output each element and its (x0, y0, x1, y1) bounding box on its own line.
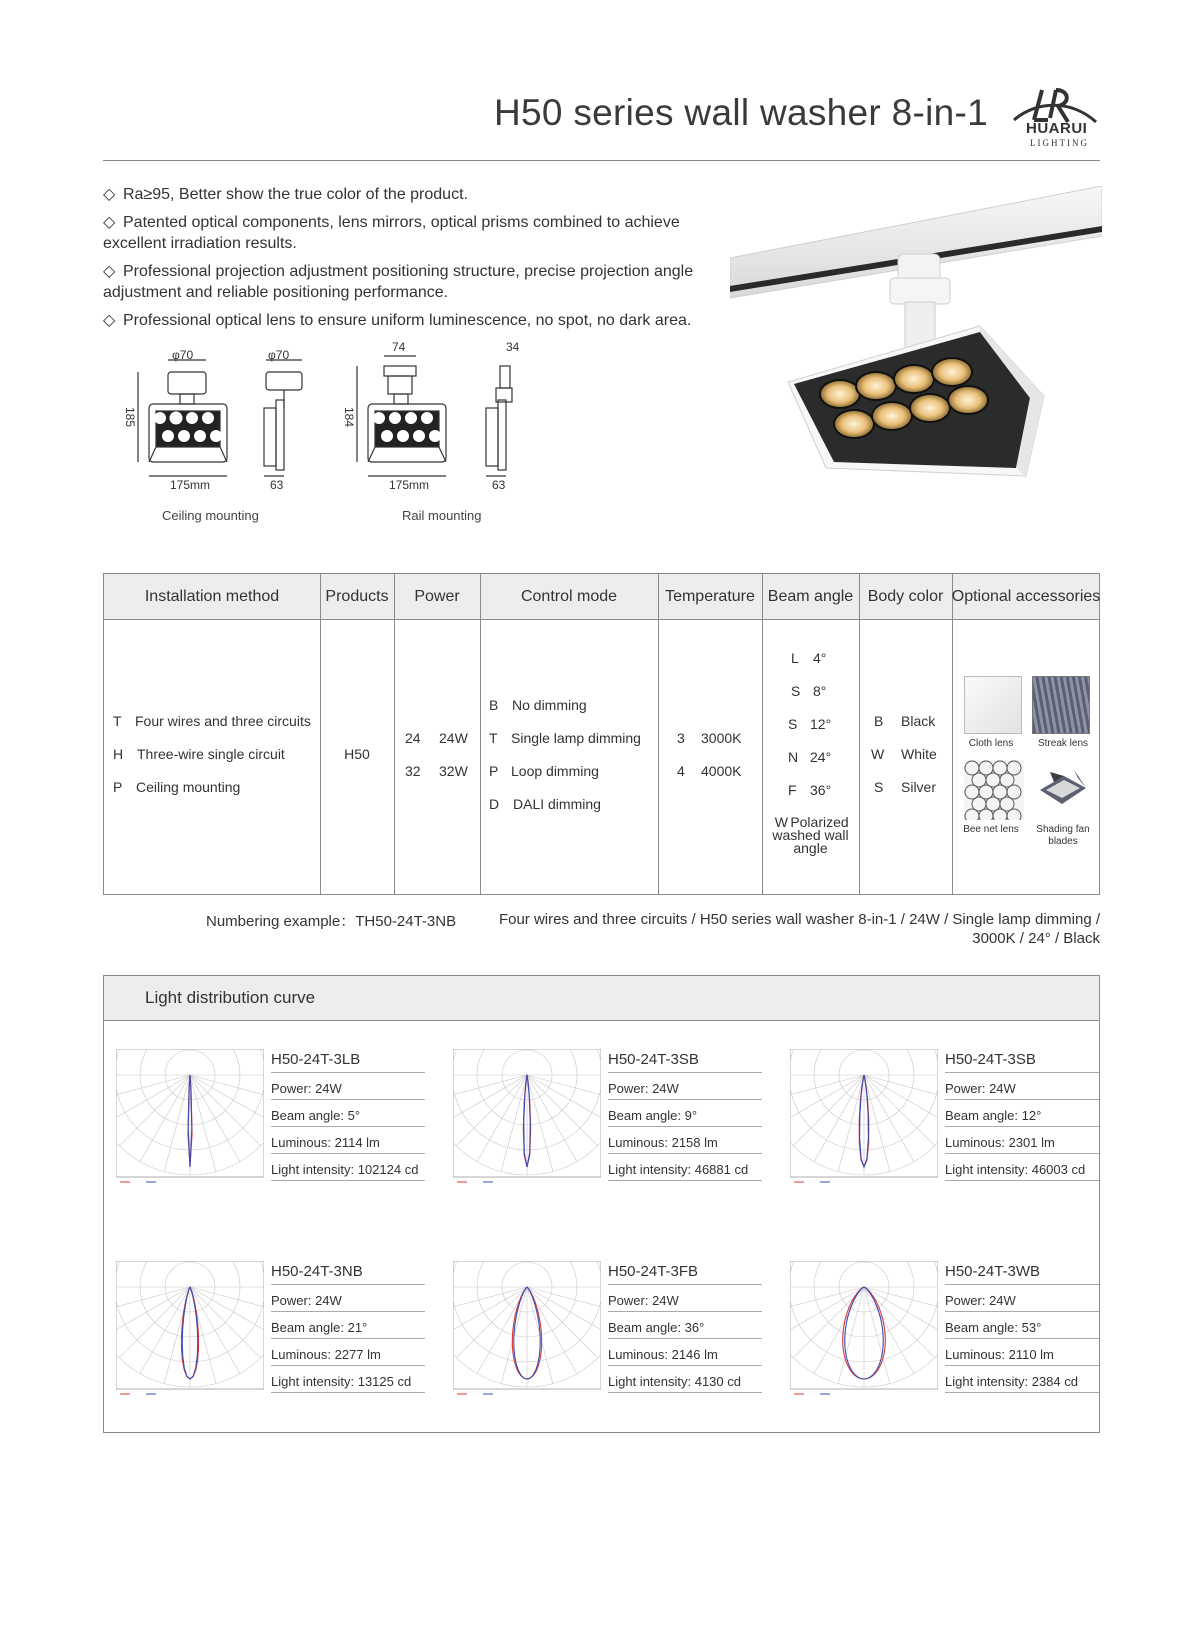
feature-item (103, 184, 723, 205)
light-distribution-title: Light distribution curve (145, 988, 316, 1007)
rail-depth-dim: 63 (492, 478, 506, 492)
beam-item-polarized: W Polarized washed wall angle (772, 814, 849, 856)
beam-angle-cell (762, 620, 859, 895)
shading-fan-blades-swatch (1034, 768, 1090, 812)
feature-text: Professional optical lens to ensure uniform luminescence, no spot, no dark area. (123, 312, 692, 329)
huarui-logo (1012, 82, 1102, 152)
feature-item (103, 212, 723, 254)
streak-lens-swatch (1032, 676, 1090, 734)
product-photo (730, 186, 1102, 496)
curve-intensity: Light intensity: 13125 cd (271, 1366, 425, 1393)
beam-item: F 36° (788, 782, 832, 798)
installation-item: T Four wires and three circuits (113, 713, 311, 729)
curve-beam-angle: Beam angle: 9° (608, 1100, 762, 1127)
control-item: T Single lamp dimming (489, 730, 641, 746)
diamond-bullet-icon: ◇ (103, 214, 116, 231)
color-item: W White (871, 746, 937, 762)
dimension-drawing (120, 352, 520, 532)
curve-beam-angle: Beam angle: 12° (945, 1100, 1099, 1127)
curve-info (271, 1261, 425, 1393)
curve-luminous: Luminous: 2158 lm (608, 1127, 762, 1154)
beam-item: S 8° (791, 683, 827, 699)
feature-item (103, 310, 723, 331)
curve-luminous: Luminous: 2277 lm (271, 1339, 425, 1366)
cloth-lens-swatch (964, 676, 1022, 734)
color-item: S Silver (874, 779, 937, 795)
feature-text: Patented optical components, lens mirrors, optical prisms combined to achieve excellent irradiation results. (103, 214, 680, 252)
numbering-example-desc: Four wires and three circuits / H50 series wall washer 8-in-1 / 24W / Single lamp dimming / 3000K / 24° / Black (498, 911, 1100, 947)
ceiling-top-dim: φ70 (172, 348, 194, 362)
body-color-cell (859, 620, 952, 895)
products-cell (320, 620, 394, 895)
power-item: 32 32W (405, 763, 468, 779)
curve-card (790, 1049, 1120, 1199)
curve-intensity: Light intensity: 46003 cd (945, 1154, 1099, 1181)
polar-curve-chart (453, 1049, 601, 1189)
control-item: B No dimming (489, 697, 587, 713)
curve-beam-angle: Beam angle: 53° (945, 1312, 1099, 1339)
accessory-label: Bee net lens (963, 824, 1019, 835)
curve-beam-angle: Beam angle: 21° (271, 1312, 425, 1339)
curve-info (608, 1261, 762, 1393)
curve-luminous: Luminous: 2146 lm (608, 1339, 762, 1366)
curve-luminous: Luminous: 2110 lm (945, 1339, 1099, 1366)
curve-luminous: Luminous: 2114 lm (271, 1127, 425, 1154)
curve-beam-angle: Beam angle: 36° (608, 1312, 762, 1339)
temperature-item: 3 3000K (677, 730, 742, 746)
page-title: H50 series wall washer 8-in-1 (494, 92, 988, 133)
rail-side-top-dim: 34 (506, 340, 520, 354)
curve-card (790, 1261, 1120, 1411)
accessory-label: Cloth lens (968, 738, 1014, 749)
curve-luminous: Luminous: 2301 lm (945, 1127, 1099, 1154)
curve-power: Power: 24W (271, 1073, 425, 1100)
curve-power: Power: 24W (608, 1285, 762, 1312)
header-products: Products (325, 588, 389, 605)
accessory-label: Streak lens (1037, 738, 1089, 749)
polar-curve-chart (790, 1261, 938, 1401)
curve-model: H50-24T-3WB (945, 1261, 1099, 1285)
product-value: H50 (344, 746, 370, 762)
header-body-color: Body color (867, 588, 944, 605)
polar-curve-chart (453, 1261, 601, 1401)
curve-info (945, 1049, 1099, 1181)
polar-curve-chart (116, 1261, 264, 1401)
curve-card (116, 1049, 446, 1199)
rail-height-dim: 184 (342, 406, 357, 428)
beam-item: N 24° (788, 749, 832, 765)
curve-model: H50-24T-3FB (608, 1261, 762, 1285)
header-accessories: Optional accessories (951, 588, 1101, 605)
accessory-label: Shading fan blades (1036, 824, 1090, 847)
curve-card (453, 1261, 783, 1411)
feature-text: Professional projection adjustment positioning structure, precise projection angle adjustment and reliable positioning performance. (103, 263, 694, 301)
header-temperature: Temperature (665, 588, 755, 605)
curve-beam-angle: Beam angle: 5° (271, 1100, 425, 1127)
curve-power: Power: 24W (945, 1285, 1099, 1312)
diamond-bullet-icon: ◇ (103, 263, 116, 280)
feature-list (103, 184, 723, 338)
color-item: B Black (874, 713, 936, 729)
control-cell (480, 620, 658, 895)
curve-info (945, 1261, 1099, 1393)
spec-table (103, 573, 1100, 895)
curve-card (116, 1261, 446, 1411)
curve-info (608, 1049, 762, 1181)
header-divider (103, 160, 1100, 161)
diamond-bullet-icon: ◇ (103, 186, 116, 203)
curve-power: Power: 24W (608, 1073, 762, 1100)
logo-subtext: LIGHTING (1030, 138, 1089, 148)
feature-text: Ra≥95, Better show the true color of the product. (123, 186, 468, 203)
ceiling-depth-dim: 63 (270, 478, 284, 492)
accessories-cell (952, 620, 1100, 895)
header-power: Power (414, 588, 460, 605)
control-item: P Loop dimming (489, 763, 599, 779)
logo-wordmark: HUARUI (1026, 120, 1088, 137)
light-distribution-section (103, 975, 1100, 1433)
installation-cell (104, 620, 320, 895)
header-installation: Installation method (144, 588, 280, 605)
power-item: 24 24W (405, 730, 468, 746)
rail-top-dim: 74 (392, 340, 406, 354)
curve-power: Power: 24W (945, 1073, 1099, 1100)
installation-item: H Three-wire single circuit (113, 746, 285, 762)
polar-curve-chart (790, 1049, 938, 1189)
curve-model: H50-24T-3SB (608, 1049, 762, 1073)
curve-model: H50-24T-3SB (945, 1049, 1099, 1073)
power-cell (394, 620, 480, 895)
beam-item: S 12° (788, 716, 832, 732)
ceiling-height-dim: 185 (123, 406, 138, 428)
curve-intensity: Light intensity: 4130 cd (608, 1366, 762, 1393)
curve-model: H50-24T-3NB (271, 1261, 425, 1285)
curve-intensity: Light intensity: 102124 cd (271, 1154, 425, 1181)
temperature-cell (658, 620, 762, 895)
curve-intensity: Light intensity: 46881 cd (608, 1154, 762, 1181)
polar-curve-chart (116, 1049, 264, 1189)
diamond-bullet-icon: ◇ (103, 312, 116, 329)
installation-item: P Ceiling mounting (113, 779, 241, 795)
feature-item (103, 261, 723, 303)
light-distribution-header (104, 976, 1099, 1021)
dimension-drawings (120, 340, 520, 532)
header-beam-angle: Beam angle (767, 588, 854, 605)
control-item: D DALI dimming (489, 796, 601, 812)
rail-mounting-caption: Rail mounting (402, 508, 482, 523)
ceiling-width-dim: 175mm (170, 478, 211, 492)
ceiling-mounting-caption: Ceiling mounting (162, 508, 259, 523)
curve-intensity: Light intensity: 2384 cd (945, 1366, 1099, 1393)
header-control: Control mode (520, 588, 618, 605)
rail-width-dim: 175mm (389, 478, 430, 492)
ceiling-side-top-dim: φ70 (268, 348, 290, 362)
curve-card (453, 1049, 783, 1199)
bee-net-lens-swatch (964, 760, 1024, 820)
curve-model: H50-24T-3LB (271, 1049, 425, 1073)
temperature-item: 4 4000K (677, 763, 742, 779)
numbering-example-label: Numbering example：TH50-24T-3NB (206, 913, 457, 930)
curve-info (271, 1049, 425, 1181)
beam-item: L 4° (791, 650, 827, 666)
curve-power: Power: 24W (271, 1285, 425, 1312)
